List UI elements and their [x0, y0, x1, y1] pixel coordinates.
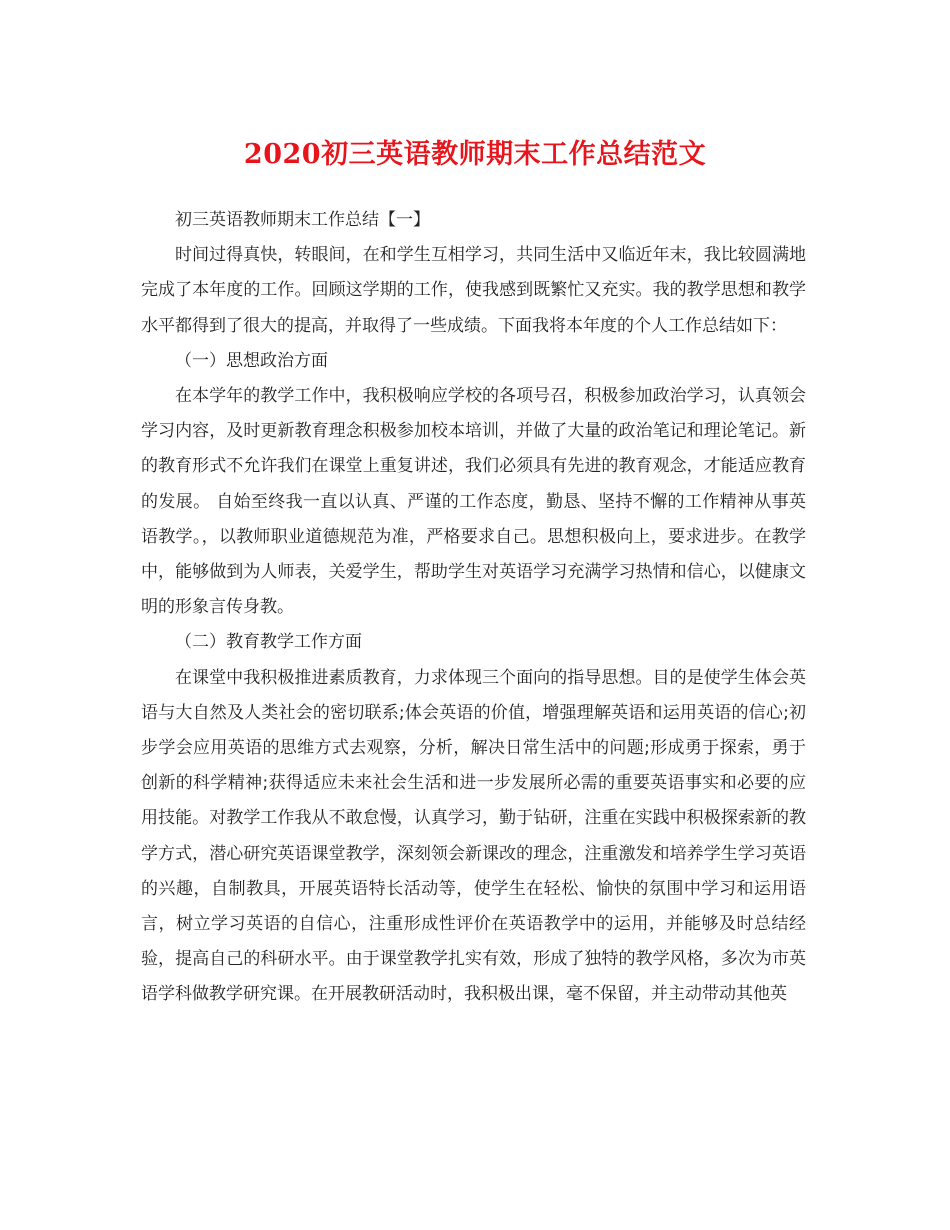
section-heading-1: 初三英语教师期末工作总结【一】: [175, 210, 430, 230]
paragraph-teaching: 在课堂中我积极推进素质教育，力求体现三个面向的指导思想。目的是使学生体会英语与大自然及人类社会的密切联系;体会英语的价值，增强理解英语和运用英语的信心;初步学会应用英语的思维方式去观察，分析，解决日常生活中的问题;形成勇于探索，勇于创新的科学精神;获得适应未来社会生活和进一步发展所必需的重要英语事实和必要的应用技能。对教学工作我从不敢怠慢，认真学习，勤于钻研，注重在实践中积极探索新的教学方式，潜心研究英语课堂教学，深刻领会新课改的理念，注重激发和培养学生学习英语的兴趣，自制教具，开展英语特长活动等，使学生在轻松、愉快的氛围中学习和运用语言，树立学习英语的自信心，注重形成性评价在英语教学中的运用，并能够及时总结经验，提高自己的科研水平。由于课堂教学扎实有效，形成了独特的教学风格，多次为市英语学科做教学研究课。在开展教研活动时，我积极出课，毫不保留，并主动带动其他英: [141, 667, 806, 1005]
subsection-heading-teaching: （二）教育教学工作方面: [175, 632, 362, 653]
document-body: [141, 203, 806, 1013]
subsection-heading-political: （一）思想政治方面: [175, 350, 328, 371]
paragraph-intro: 时间过得真快，转眼间，在和学生互相学习，共同生活中又临近年末，我比较圆满地完成了本年度的工作。回顾这学期的工作，使我感到既繁忙又充实。我的教学思想和教学水平都得到了很大的提高，并取得了一些成绩。下面我将本年度的个人工作总结如下：: [141, 245, 806, 336]
paragraph-political: 在本学年的教学工作中，我积极响应学校的各项号召，积极参加政治学习，认真领会学习内容，及时更新教育理念积极参加校本培训，并做了大量的政治笔记和理论笔记。新的教育形式不允许我们在课堂上重复讲述，我们必须具有先进的教育观念，才能适应教育的发展。 自始至终我一直以认真、严谨的工作态度，勤恳、坚持不懈的工作精神从事英语教学。，以教师职业道德规范为准，严格要求自己。思想积极向上，要求进步。在教学中，能够做到为人师表，关爱学生，帮助学生对英语学习充满学习热情和信心，以健康文明的形象言传身教。: [141, 386, 806, 618]
document-title: 2020初三英语教师期末工作总结范文: [243, 139, 707, 170]
